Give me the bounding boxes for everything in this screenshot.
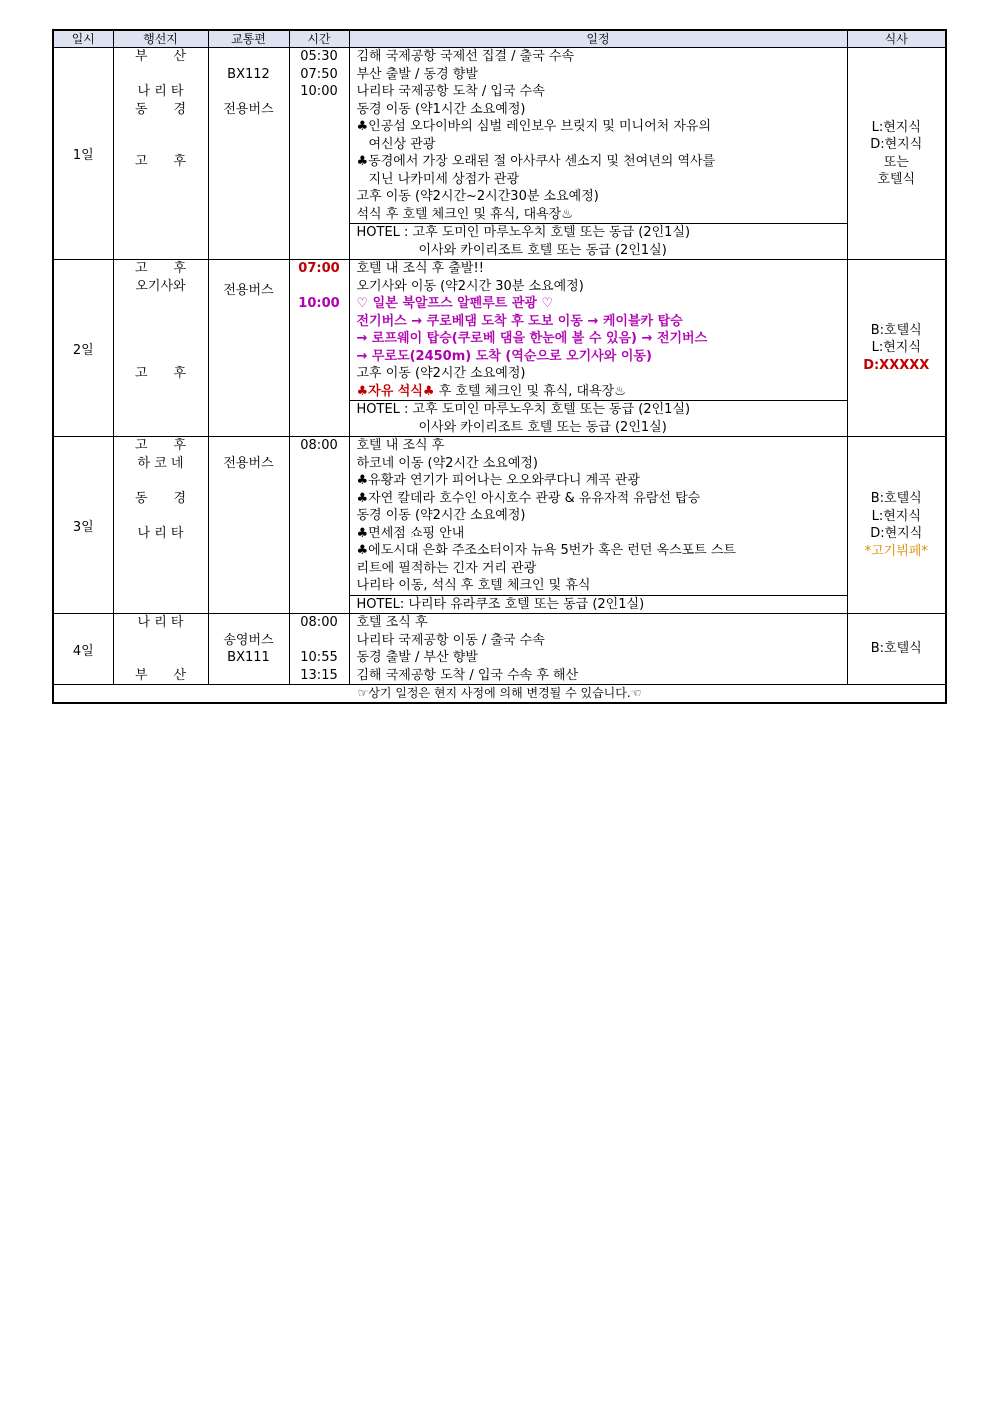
schedule-line: ♡ 일본 북알프스 알펜루트 관광 ♡ xyxy=(356,296,554,311)
schedule-cell xyxy=(349,614,847,685)
dest-cell xyxy=(113,48,208,260)
dest-cell xyxy=(113,614,208,685)
time-line: 08:00 xyxy=(300,615,338,630)
transport-cell xyxy=(208,48,289,260)
schedule-line: 여신상 관광 xyxy=(368,136,436,152)
meal-cell xyxy=(847,260,946,437)
schedule-line: 나리타 국제공항 이동 / 출국 수속 xyxy=(356,632,545,648)
schedule-line: 호텔 조식 후 xyxy=(356,615,428,630)
meal-line: L:현지식 xyxy=(871,119,921,135)
dest-line: 나 리 타 xyxy=(137,615,184,630)
dest-line: 고 후 xyxy=(134,154,187,169)
schedule-line: 지닌 나카미세 상점가 관광 xyxy=(368,171,520,187)
time-line: 07:50 xyxy=(300,66,338,82)
day-label: 1일 xyxy=(53,48,113,260)
time-cell xyxy=(289,260,349,437)
time-line: 10:00 xyxy=(298,296,340,311)
meal-line: D:현지식 xyxy=(870,526,923,541)
time-line: 10:55 xyxy=(300,650,338,665)
time-line: 10:00 xyxy=(300,84,338,99)
transport-line: 전용버스 xyxy=(223,455,274,471)
schedule-line: ♣동경에서 가장 오래된 절 아사쿠사 센소지 및 천여년의 역사를 xyxy=(356,154,716,169)
meal-cell xyxy=(847,437,946,614)
meal-line: L:현지식 xyxy=(871,508,921,524)
itinerary-table xyxy=(52,29,947,704)
dest-line: 고 후 xyxy=(134,438,187,453)
transport-line: BX112 xyxy=(227,66,270,82)
schedule-cell xyxy=(349,437,847,614)
schedule-line: 동경 이동 (약1시간 소요예정) xyxy=(356,101,526,117)
time-line: 13:15 xyxy=(300,667,338,683)
schedule-line: ♣자연 칼데라 호수인 아시호수 관광 & 유유자적 유람선 탑승 xyxy=(356,490,701,506)
hotel-line: 이사와 카이리조트 호텔 또는 동급 (2인1실) xyxy=(418,419,667,435)
dest-line: 오기사와 xyxy=(135,278,186,294)
dest-line: 동 경 xyxy=(134,101,187,117)
transport-cell xyxy=(208,437,289,614)
hotel-box xyxy=(350,400,847,436)
schedule-line: 리트에 필적하는 긴자 거리 관광 xyxy=(356,560,537,576)
schedule-line: 호텔 내 조식 후 xyxy=(356,438,445,453)
time-cell xyxy=(289,48,349,260)
footer-note: ☞상기 일정은 현지 사정에 의해 변경될 수 있습니다.☜ xyxy=(53,685,946,704)
day-row-1 xyxy=(53,48,946,260)
day-row-3 xyxy=(53,437,946,614)
schedule-line: → 로프웨이 탑승(쿠로베 댐을 한눈에 볼 수 있음) → 전기버스 xyxy=(356,331,708,346)
schedule-line: 나리타 국제공항 도착 / 입국 수속 xyxy=(356,84,545,99)
dest-line: 고 후 xyxy=(134,261,187,276)
schedule-line: 고후 이동 (약2시간 소요예정) xyxy=(356,366,526,381)
meal-cell xyxy=(847,614,946,685)
schedule-line: ♣에도시대 은화 주조소터이자 뉴욕 5번가 혹은 런던 옥스포트 스트 xyxy=(356,543,736,558)
transport-cell xyxy=(208,614,289,685)
schedule-line: 호텔 내 조식 후 출발!! xyxy=(356,261,484,276)
header-day: 일시 xyxy=(53,30,113,48)
dest-cell xyxy=(113,260,208,437)
schedule-line: ♣면세점 쇼핑 안내 xyxy=(356,525,465,541)
schedule-line: 김해 국제공항 국제선 집결 / 출국 수속 xyxy=(356,49,575,64)
schedule-line: 동경 이동 (약2시간 소요예정) xyxy=(356,508,526,523)
dest-line: 하 코 네 xyxy=(137,455,184,471)
header-time: 시간 xyxy=(289,30,349,48)
transport-line: BX111 xyxy=(227,650,270,665)
hotel-box xyxy=(350,595,847,614)
schedule-line: → 무로도(2450m) 도착 (역순으로 오기사와 이동) xyxy=(356,348,652,364)
meal-line: 또는 xyxy=(883,154,909,170)
dest-line: 나 리 타 xyxy=(137,84,184,99)
schedule-line: 고후 이동 (약2시간~2시간30분 소요예정) xyxy=(356,189,599,204)
schedule-line: 전기버스 → 쿠로베댐 도착 후 도보 이동 → 케이블카 탑승 xyxy=(356,313,683,329)
meal-line: *고기뷔페* xyxy=(864,543,928,559)
schedule-cell xyxy=(349,48,847,260)
hotel-line: HOTEL: 나리타 유라쿠조 호텔 또는 동급 (2인1실) xyxy=(356,596,645,612)
schedule-line: 나리타 이동, 석식 후 호텔 체크인 및 휴식 xyxy=(356,578,591,593)
transport-line: 송영버스 xyxy=(223,632,274,648)
free-dinner-label: ♣자유 석식♣ xyxy=(356,383,435,399)
transport-line: 전용버스 xyxy=(223,283,274,298)
day-label: 3일 xyxy=(53,437,113,614)
hotel-box xyxy=(350,223,847,259)
schedule-line: ♣유황과 연기가 피어나는 오오와쿠다니 계곡 관광 xyxy=(356,473,640,488)
schedule-line: 동경 출발 / 부산 향발 xyxy=(356,650,478,665)
day-label: 2일 xyxy=(53,260,113,437)
header-transport: 교통편 xyxy=(208,30,289,48)
meal-line: 호텔식 xyxy=(877,172,916,187)
time-cell xyxy=(289,614,349,685)
hotel-line: HOTEL : 고후 도미인 마루노우치 호텔 또는 동급 (2인1실) xyxy=(356,402,691,417)
schedule-line: 부산 출발 / 동경 향발 xyxy=(356,66,478,82)
dest-line: 동 경 xyxy=(134,490,187,506)
meal-line: D:현지식 xyxy=(870,137,923,152)
footer-row xyxy=(53,685,946,704)
schedule-line: 김해 국제공항 도착 / 입국 수속 후 해산 xyxy=(356,667,579,683)
dest-line: 나 리 타 xyxy=(137,525,184,541)
meal-line: B:호텔식 xyxy=(870,322,922,338)
dest-line: 고 후 xyxy=(134,366,187,381)
header-meal: 식사 xyxy=(847,30,946,48)
schedule-line: ♣인공섬 오다이바의 심벌 레인보우 브릿지 및 미니어처 자유의 xyxy=(356,119,712,134)
dest-line: 부 산 xyxy=(134,49,187,64)
schedule-line: 오기사와 이동 (약2시간 30분 소요예정) xyxy=(356,278,584,294)
schedule-line: 석식 후 호텔 체크인 및 휴식, 대욕장♨ xyxy=(356,206,573,222)
schedule-cell xyxy=(349,260,847,437)
schedule-text: 후 호텔 체크인 및 휴식, 대욕장♨ xyxy=(434,383,626,399)
day-label: 4일 xyxy=(53,614,113,685)
meal-line: B:호텔식 xyxy=(870,641,922,657)
time-line: 05:30 xyxy=(300,49,338,64)
header-dest: 행선지 xyxy=(113,30,208,48)
transport-line: 전용버스 xyxy=(223,101,274,117)
meal-line: B:호텔식 xyxy=(870,491,922,506)
header-schedule: 일정 xyxy=(349,30,847,48)
day-row-4 xyxy=(53,614,946,685)
day-row-2 xyxy=(53,260,946,437)
dest-cell xyxy=(113,437,208,614)
schedule-line: 하코네 이동 (약2시간 소요예정) xyxy=(356,455,539,471)
header-row xyxy=(53,30,946,48)
hotel-line: HOTEL : 고후 도미인 마루노우치 호텔 또는 동급 (2인1실) xyxy=(356,225,691,240)
dest-line: 부 산 xyxy=(134,667,187,683)
hotel-line: 이사와 카이리조트 호텔 또는 동급 (2인1실) xyxy=(418,242,667,258)
time-line: 07:00 xyxy=(298,261,340,276)
time-cell xyxy=(289,437,349,614)
meal-line: D:XXXXX xyxy=(863,357,930,373)
schedule-line xyxy=(357,383,847,401)
time-line: 08:00 xyxy=(300,438,338,453)
meal-cell xyxy=(847,48,946,260)
transport-cell xyxy=(208,260,289,437)
meal-line: L:현지식 xyxy=(871,340,921,356)
